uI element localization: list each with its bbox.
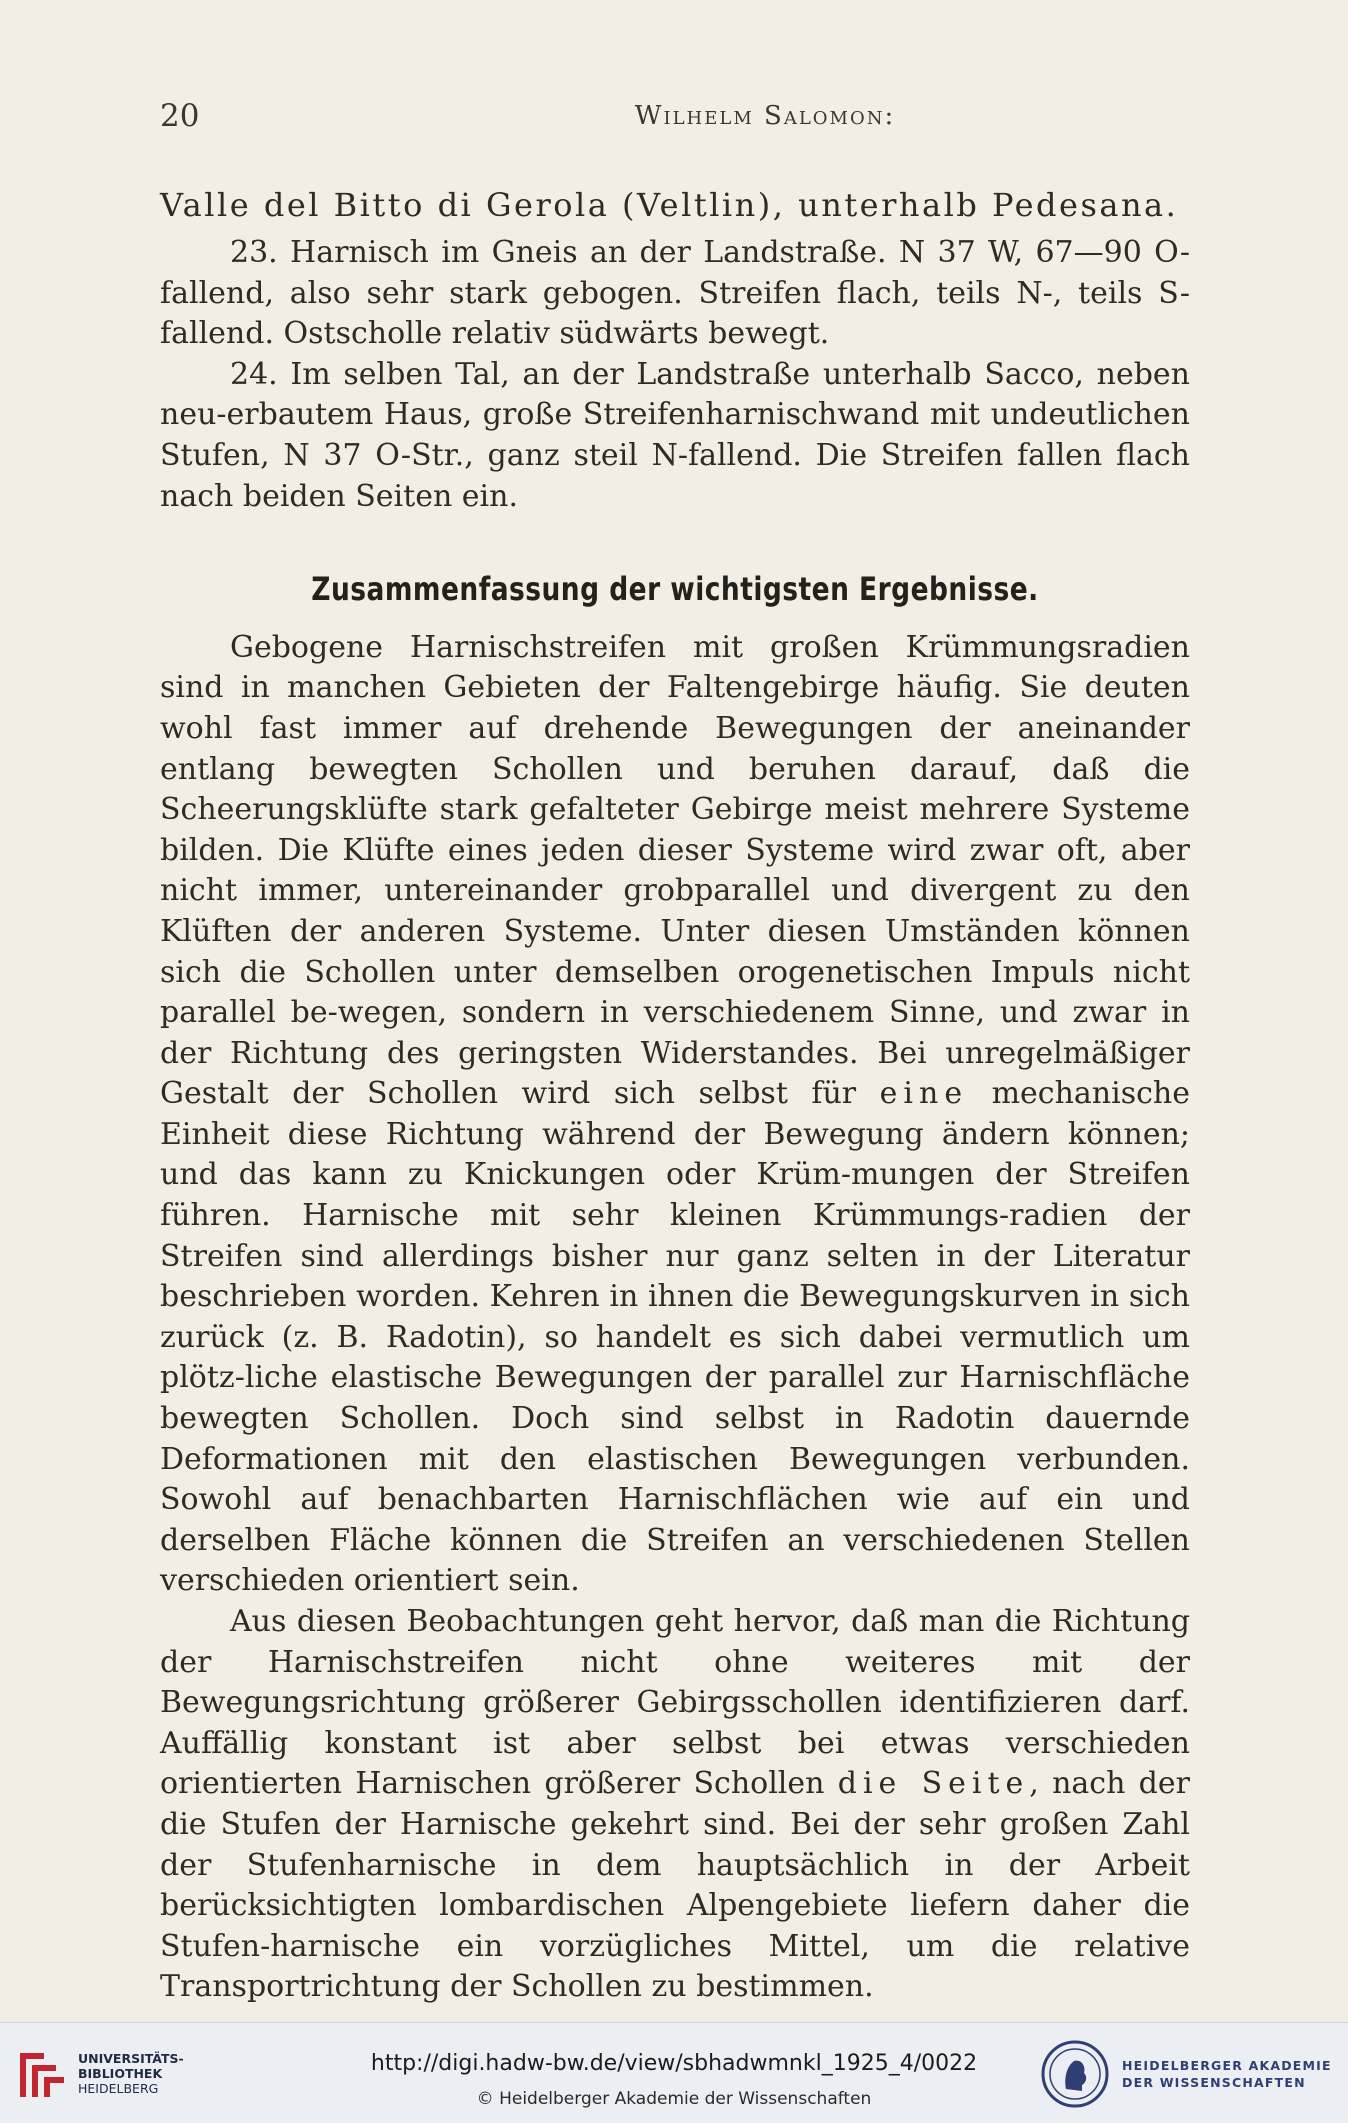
page-number: 20 [160, 98, 200, 134]
running-title: Wilhelm Salomon: [634, 101, 896, 131]
body-text [160, 185, 1190, 2008]
summary-p1-text-b: mechanische Einheit diese Richtung während der Bewegung ändern können; und das kann zu Knickungen oder Krüm-mungen der Streifen führen. Harnische mit sehr kleinen Krümmungs-radien der Streifen sind allerdings bisher nur ganz selten in der Literatur beschrieben worden. Kehren in ihnen die Bewegungskurven in sich zurück (z. B. Radotin), so handelt es sich dabei vermutlich um plötz-liche elastische Bewegungen der parallel zur Harnischfläche bewegten Schollen. Doch sind selbst in Radotin dauernde Deformationen mit den elastischen Bewegungen verbunden. Sowohl auf benachbarten Harnischflächen wie auf ein und derselben Fläche können die Streifen an verschiedenen Stellen verschieden orientiert sein. [160, 1076, 1190, 1599]
permalink-url[interactable]: http://digi.hadw-bw.de/view/sbhadwmnkl_1925_4/0022 [370, 2051, 978, 2076]
section-heading: Zusammenfassung der wichtigsten Ergebnisse. [311, 570, 1039, 609]
summary-p2-text-b: , nach der die Stufen der Harnische gekehrt sind. Bei der sehr großen Zahl der Stufenharnische in dem hauptsächlich in der Arbeit berücksichtigten lombardischen Alpengebiete liefern daher die Stufen-harnische ein vorzügliches Mittel, um die relative Transportrichtung der Schollen zu bestimmen. [160, 1766, 1190, 2005]
ub-wordmark [78, 2051, 184, 2096]
academy-seal-logo [1040, 2039, 1110, 2109]
paragraph-23: 23. Harnisch im Gneis an der Landstraße. N 37 W, 67—90 O-fallend, also sehr stark gebogen. Streifen flach, teils N-, teils S-fallend. Ostscholle relativ südwärts bewegt. [160, 235, 1190, 352]
summary-paragraph-2 [160, 1602, 1190, 2008]
paragraph-24: 24. Im selben Tal, an der Landstraße unterhalb Sacco, neben neu-erbautem Haus, große Streifenharnischwand mit undeutlichen Stufen, N 37 O-Str., ganz steil N-fallend. Die Streifen fallen flach nach beiden Seiten ein. [160, 356, 1190, 514]
summary-p2-emphasis: die Seite [837, 1766, 1030, 1802]
summary-p2-text-a: Aus diesen Beobachtungen geht hervor, daß man die Richtung der Harnischstreifen nicht ohne weiteres mit der Bewegungsrichtung größerer Gebirgsschollen identifizieren darf. Auffällig konstant ist aber selbst bei etwas verschieden orientierten Harnischen größerer Schollen [160, 1604, 1190, 1802]
university-library-logo [14, 2045, 70, 2105]
running-head [160, 98, 1190, 138]
summary-p1-text-a: Gebogene Harnischstreifen mit großen Krümmungsradien sind in manchen Gebieten der Faltengebirge häufig. Sie deuten wohl fast immer auf drehende Bewegungen der aneinander entlang bewegten Schollen und beruhen darauf, daß die Scheerungsklüfte stark gefalteter Gebirge meist mehrere Systeme bilden. Die Klüfte eines jeden dieser Systeme wird zwar oft, aber nicht immer, untereinander grobparallel und divergent zu den Klüften der anderen Systeme. Unter diesen Umständen können sich die Schollen unter demselben orogenetischen Impuls nicht parallel be-wegen, sondern in verschiedenem Sinne, und zwar in der Richtung des geringsten Widerstandes. Bei unregelmäßiger Gestalt der Schollen wird sich selbst für [160, 629, 1190, 1112]
copyright-notice: © Heidelberger Akademie der Wissenschaften [476, 2089, 872, 2109]
summary-paragraph-1 [160, 628, 1190, 1602]
hadw-line-2: DER WISSENSCHAFTEN [1122, 2075, 1306, 2090]
ub-line-2: BIBLIOTHEK [78, 2066, 163, 2081]
ub-line-3: HEIDELBERG [78, 2081, 159, 2096]
hadw-wordmark [1122, 2057, 1332, 2091]
ub-line-1: UNIVERSITÄTS- [78, 2051, 184, 2066]
locality-heading: Valle del Bitto di Gerola (Veltlin), unterhalb Pedesana. [160, 186, 1179, 224]
summary-p1-emphasis: eine [879, 1076, 969, 1112]
hadw-line-1: HEIDELBERGER AKADEMIE [1122, 2058, 1332, 2073]
digitization-footer [0, 2022, 1348, 2123]
